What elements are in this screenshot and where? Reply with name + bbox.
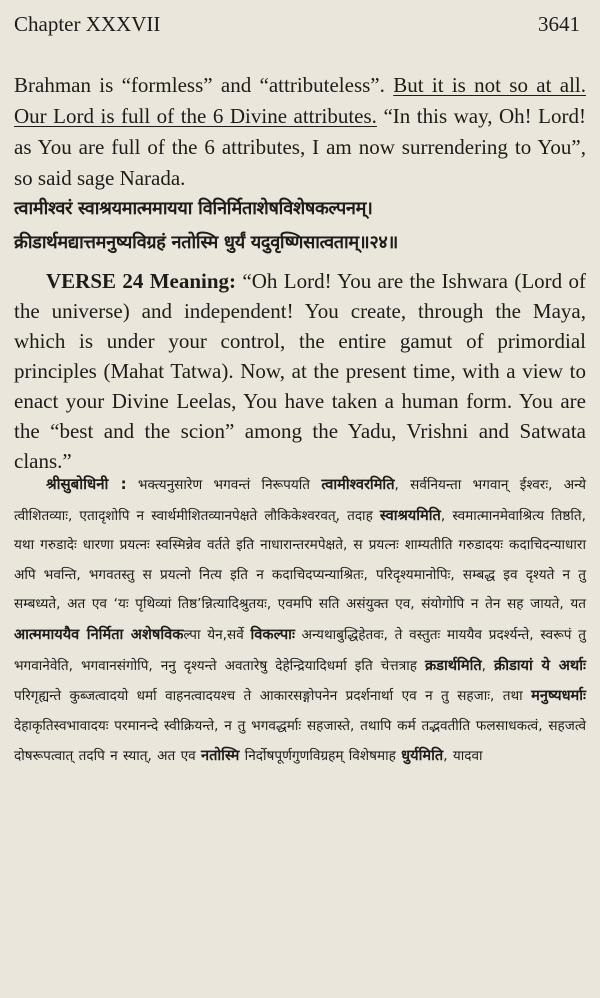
verse-meaning-label: VERSE 24 Meaning:	[46, 269, 237, 293]
commentary-text: ल्पा येन,सर्वे	[183, 626, 251, 643]
subodhini-commentary	[14, 470, 586, 772]
chapter-title: Chapter XXXVII	[14, 12, 161, 36]
verse-meaning-paragraph	[14, 266, 586, 476]
intro-text-1: Brahman is “formless” and “attributeless”.	[14, 73, 394, 97]
commentary-text: , सर्वनियन्ता भगवान् ईश्वरः, अन्ये त्वीशितव्याः, एतादृशोपि न स्वार्थमीशितव्यानपेक्षते लौकिकेश्वरवत्, तदाह	[14, 477, 586, 524]
commentary-keyword: त्वामीश्वरमिति	[321, 476, 395, 493]
commentary-text: भक्त्यनुसारेण भगवन्तं निरूपयति	[126, 477, 322, 493]
commentary-keyword: नतोस्मि	[200, 747, 240, 765]
commentary-keyword: क्रडार्थमिति	[424, 656, 482, 674]
commentary-lead: श्रीसुबोधिनी :	[46, 475, 127, 493]
verse-line-2: क्रीडार्थमद्यात्तमनुष्यविग्रहं नतोस्मि धुर्यं यदुवृष्णिसात्वताम्॥२४॥	[14, 232, 398, 253]
intro-underlined-text: But it is not so at all. Our Lord is full of the 6 Divine attributes.	[14, 73, 586, 128]
intro-paragraph	[14, 70, 586, 194]
commentary-text: अन्यथाबुद्धिहेतवः, ते वस्तुतः माययैव प्रदर्श्यन्ते, स्वरूपं तु भगवानेवेति, भगवानसंगोपि, ननु दृश्यन्ते अवतारेषु देहेन्द्रियादिधर्मा इति चेत्तत्राह	[14, 626, 586, 674]
verse-line-1: त्वामीश्वरं स्वाश्रयमात्ममायया विनिर्मिताशेषविशेषकल्पनम्।	[14, 198, 373, 219]
intro-text-2: “In this way, Oh! Lord! as You are full of the 6 attributes, I am now surrendering to You”, so said sage Narada.	[14, 104, 586, 190]
commentary-text: ,	[481, 657, 494, 674]
commentary-text: , यादवा	[443, 748, 483, 765]
commentary-text: निर्दोषपूर्णगुणविग्रहम् विशेषमाह	[239, 748, 402, 765]
page-header	[14, 12, 580, 40]
commentary-text: परिगृह्यन्ते कुब्जत्वादयो धर्मा वाहनत्वादयश्च ते आकारसङ्गोपनेन प्रदर्शनार्था एव न तु सहजाः, तथा	[14, 688, 532, 705]
commentary-keyword: क्रीडायां ये अर्थाः	[493, 656, 586, 674]
page-number: 3641	[538, 12, 580, 36]
verse-meaning-text: “Oh Lord! You are the Ishwara (Lord of the universe) and independent! You create, through the Maya, which is under your control, the entire gamut of primordial principles (Mahat Tatwa). Now, at the present time, with a view to enact your Divine Leelas, You have taken a human form. You are the “best and the scion” among the Yadu, Vrishni and Satwata clans.”	[14, 269, 586, 473]
sanskrit-verse	[14, 192, 586, 260]
commentary-keyword: स्वाश्रयमिति	[379, 506, 441, 524]
commentary-keyword: मनुष्यधर्माः	[531, 687, 586, 705]
commentary-keyword: आत्ममाययैव निर्मिता अशेषविक	[14, 625, 184, 643]
commentary-keyword: धुर्यमिति	[401, 747, 444, 765]
commentary-keyword: विकल्पाः	[250, 625, 295, 643]
commentary-text: , स्वमात्मानमेवाश्रित्य तिष्ठति, यथा गरुडादेः धारणा प्रयत्नः स्वस्मिन्नेव वर्तते इति नाधारान्तरमपेक्षते, स प्रयत्नः शाम्यतीति गरुडादयः कदाचिदन्याधारा अपि भवन्ति, भगवतस्तु स प्रयत्नो नित्य इति न कदाचिदप्यन्याश्रितः, परिदृश्यमानोपिः, सम्बद्ध इव दृश्यते न तु सम्बध्यते, अत एव ‘यः पृथिव्यां तिष्ठ’न्नित्यादिश्रुतयः, एवमपि सति असंयुक्त एव, संयोगोपि न तेन सह जायते, यत	[14, 507, 586, 613]
commentary-text: देहाकृतिस्वभावादयः परमानन्दे स्वीक्रियन्ते, न तु भगवद्धर्माः सहजास्ते, तथापि कर्म तद्भवतीति फलसाधकत्वं, सहजत्वे दोषरूपत्वात् तदपि न स्यात्, अत एव	[14, 717, 586, 765]
